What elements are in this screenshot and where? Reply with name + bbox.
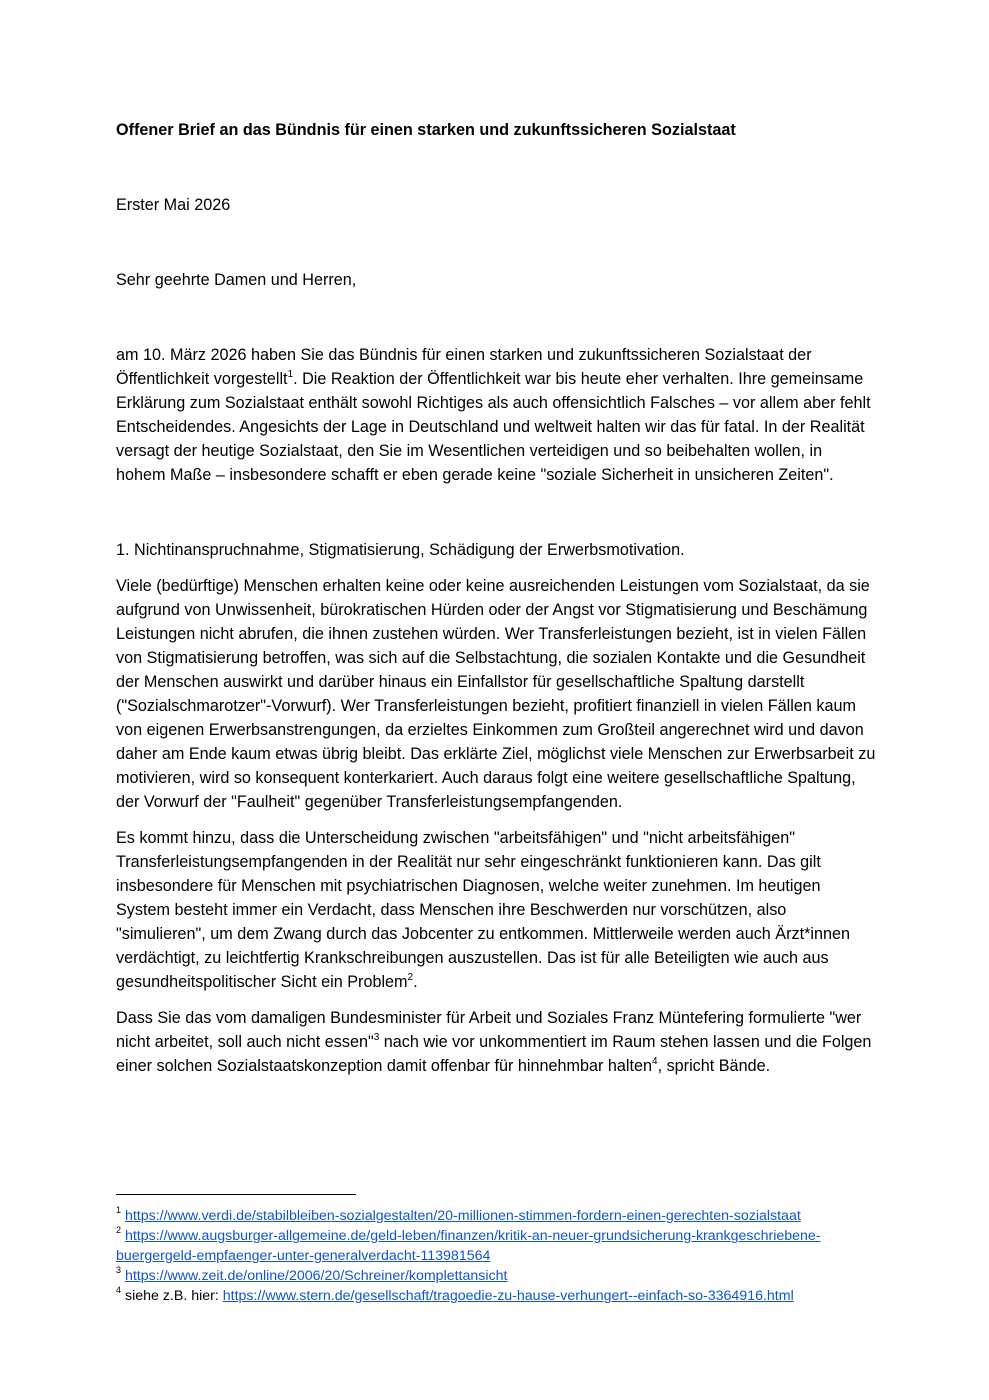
section-paragraph [116, 1006, 876, 1078]
paragraph-text: Dass Sie das vom damaligen Bundesminister für Arbeit und Soziales Franz Müntefering formulierte "wer nicht arbeitet, soll auch nicht essen" [116, 1009, 862, 1051]
footnote-prefix: siehe z.B. hier: [124, 1288, 223, 1304]
footnote-link-3[interactable]: https://www.zeit.de/online/2006/20/Schreiner/komplettansicht [124, 1268, 508, 1284]
footnote-number: 2 [116, 1225, 122, 1236]
intro-text: am 10. März 2026 haben Sie das Bündnis für einen starken und zukunftssicheren Sozialstaat der Öffentlichkeit vorgestellt [116, 346, 812, 388]
footnotes [116, 1206, 886, 1306]
paragraph-text: , spricht Bände. [657, 1057, 771, 1075]
footnote-ref-2: 2 [407, 971, 414, 983]
section-paragraph: Viele (bedürftige) Menschen erhalten keine oder keine ausreichenden Leistungen vom Sozialstaat, da sie aufgrund von Unwissenheit, bürokratischen Hürden oder der Angst vor Stigmatisierung und Beschämung Leistungen nicht abrufen, die ihnen zustehen würden. Wer Transferleistungen bezieht, ist in vielen Fällen von Stigmatisierung betroffen, was sich auf die Selbstachtung, die sozialen Kontakte und die Gesundheit der Menschen auswirkt und darüber hinaus ein Einfallstor für gesellschaftliche Spaltung darstellt ("Sozialschmarotzer"-Vorwurf). Wer Transferleistungen bezieht, profitiert finanziell in vielen Fällen kaum von eigenen Erwerbsanstrengungen, da erzieltes Einkommen zum Großteil angerechnet wird und davon daher am Ende kaum etwas übrig bleibt. Das erklärte Ziel, möglichst viele Menschen zur Erwerbsarbeit zu motivieren, wird so konsequent konterkariert. Auch daraus folgt eine weitere gesellschaftliche Spaltung, der Vorwurf der "Faulheit" gegenüber Transferleistungsempfangenden. [116, 577, 876, 811]
letter-body [116, 118, 876, 1078]
footnote-number: 1 [116, 1205, 122, 1216]
paragraph-text: nach wie vor unkommentiert im Raum stehen lassen und die Folgen einer solchen Sozialstaatskonzeption damit offenbar für hinnehmbar halten [116, 1033, 872, 1075]
paragraph-text: Es kommt hinzu, dass die Unterscheidung zwischen "arbeitsfähigen" und "nicht arbeitsfähigen" Transferleistungsempfangenden in der Realität nur sehr eingeschränkt funktionieren kann. Das gilt insbesondere für Menschen mit psychiatrischen Diagnosen, welche weiter zunehmen. Im heutigen System besteht immer ein Verdacht, dass Menschen ihre Beschwerden nur vorschützen, also "simulieren", um dem Zwang durch das Jobcenter zu entkommen. Mittlerweile werden auch Ärzt*innen verdächtigt, zu leichtfertig Krankschreibungen auszustellen. Das ist für alle Beteiligten wie auch aus gesundheitspolitischer Sicht ein Problem [116, 829, 850, 991]
section-paragraph [116, 826, 876, 994]
section-heading: 1. Nichtinanspruchnahme, Stigmatisierung, Schädigung der Erwerbsmotivation. [116, 541, 685, 559]
footnote-link-2[interactable]: https://www.augsburger-allgemeine.de/geld-leben/finanzen/kritik-an-neuer-grundsicherung-krankgeschriebene-buergergeld-empfaenger-unter-generalverdacht-113981564 [116, 1228, 821, 1264]
footnote-link-4[interactable]: https://www.stern.de/gesellschaft/tragoedie-zu-hause-verhungert--einfach-so-3364916.html [222, 1288, 794, 1304]
footnote-1 [116, 1206, 886, 1226]
intro-paragraph [116, 343, 876, 487]
letter-date: Erster Mai 2026 [116, 196, 231, 214]
footnote-number: 3 [116, 1265, 122, 1276]
footnote-4 [116, 1286, 886, 1306]
footnote-link-1[interactable]: https://www.verdi.de/stabilbleiben-sozialgestalten/20-millionen-stimmen-fordern-einen-gerechten-sozialstaat [124, 1208, 801, 1224]
footnote-divider [116, 1194, 356, 1195]
footnote-3 [116, 1266, 886, 1286]
footnote-number: 4 [116, 1285, 122, 1296]
intro-text-continued: . Die Reaktion der Öffentlichkeit war bis heute eher verhalten. Ihre gemeinsame Erklärung zum Sozialstaat enthält sowohl Richtiges als auch offensichtlich Falsches – vor allem aber fehlt Entscheidendes. Angesichts der Lage in Deutschland und weltweit halten wir das für fatal. In der Realität versagt der heutige Sozialstaat, den Sie im Wesentlichen verteidigen und so beibehalten wollen, in hohem Maße – insbesondere schafft er eben gerade keine "soziale Sicherheit in unsicheren Zeiten". [116, 370, 871, 484]
paragraph-text: . [413, 973, 418, 991]
footnote-ref-4: 4 [652, 1055, 658, 1067]
letter-salutation: Sehr geehrte Damen und Herren, [116, 271, 357, 289]
footnote-ref-3: 3 [373, 1031, 380, 1043]
footnote-ref-1: 1 [287, 368, 294, 380]
footnote-2 [116, 1226, 886, 1266]
letter-title: Offener Brief an das Bündnis für einen starken und zukunftssicheren Sozialstaat [116, 121, 736, 139]
